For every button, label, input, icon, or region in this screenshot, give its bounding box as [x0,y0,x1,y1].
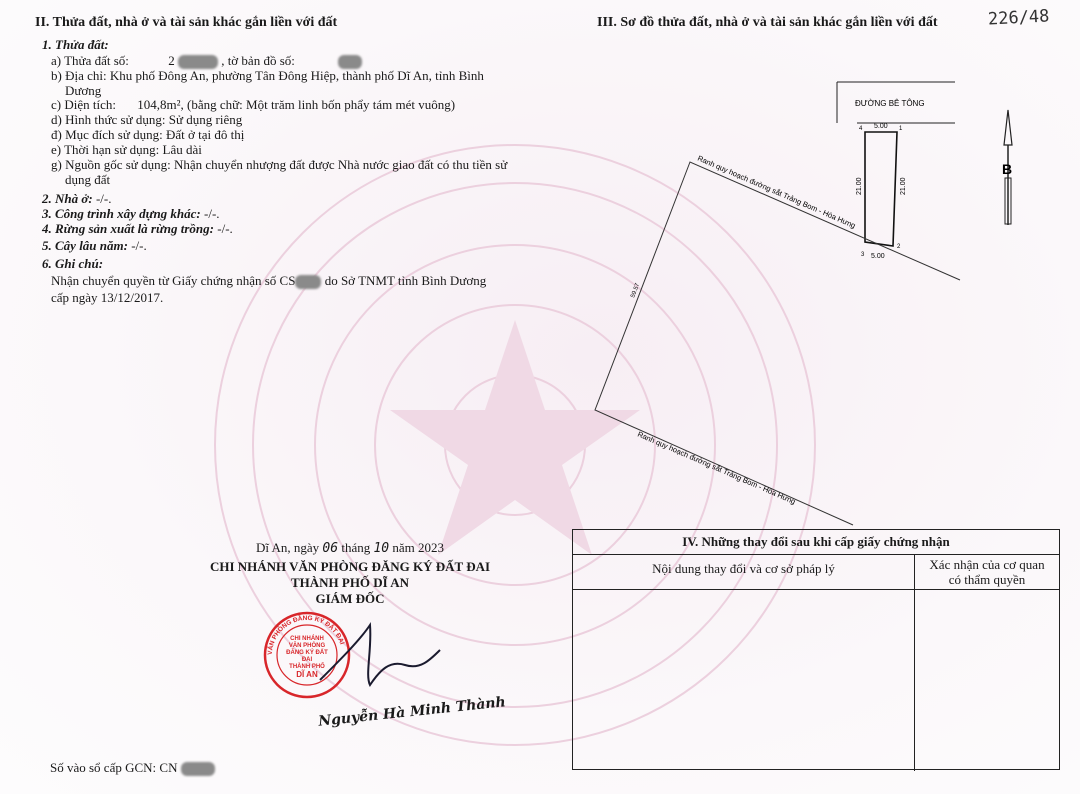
section-2-heading: II. Thửa đất, nhà ở và tài sản khác gắn liền với đất [35,15,338,30]
changes-body [573,590,1059,771]
perennial-row [42,238,147,254]
dim-top: 5.00 [874,123,888,130]
stamp-ring-text: VĂN PHÒNG ĐĂNG KÝ ĐẤT ĐAI [266,614,346,656]
house-row [42,191,111,207]
parcel-outline [865,132,897,246]
address-line-1: b) Địa chỉ: Khu phố Đông An, phường Tân Đông Hiệp, thành phố Dĩ An, tỉnh Bình [51,68,484,83]
parcel-number-row [51,53,362,69]
house-label: 2. Nhà ở: [42,191,93,206]
signature-block [200,540,500,607]
redaction-blur [181,762,215,776]
usage-origin-line-2: dụng đất [65,172,111,187]
perennial-label: 5. Cây lâu năm: [42,238,128,253]
map-sheet-label: , tờ bản đồ số: [221,53,295,68]
road-label: ĐƯỜNG BÊ TÔNG [855,99,925,108]
stamp-line-4: ĐAI [301,657,313,663]
date-month: 10 [373,541,390,556]
changes-table [572,529,1060,770]
changes-col-content: Nội dung thay đổi và cơ sở pháp lý [573,555,915,589]
changes-col-confirm [915,555,1059,589]
usage-term: e) Thời hạn sử dụng: Lâu dài [51,142,202,157]
point-1: 1 [899,126,903,132]
registry-number-row [50,760,215,776]
dim-bottom: 5.00 [871,253,885,260]
other-works-value: -/-. [200,206,220,221]
stamp-line-2: VĂN PHÒNG [288,643,326,649]
notes-text-b: do Sở TNMT tỉnh Bình Dương [321,273,487,288]
stamp-line-3: ĐĂNG KÝ ĐẤT [286,650,328,656]
registry-number-value: CN [159,760,178,775]
north-label: B [1002,161,1013,177]
date-year: năm 2023 [392,540,445,555]
stamp-line-6: DĨ AN [296,670,318,679]
point-4: 4 [859,126,863,132]
other-works-label: 3. Công trình xây dựng khác: [42,206,201,221]
stamp-line-5: THÀNH PHỐ [289,664,325,670]
date-prefix: Dĩ An, ngày [255,540,320,555]
notes-label: 6. Ghi chú: [42,256,104,271]
changes-col-confirm-line-1: Xác nhận của cơ quan [929,557,1045,572]
forest-value: -/-. [214,221,233,236]
section-3-heading: III. Sơ đồ thửa đất, nhà ở và tài sản khác gắn liền với đất [597,15,938,30]
parcel-title: 1. Thửa đất: [42,37,109,52]
changes-title: IV. Những thay đổi sau khi cấp giấy chứng nhận [573,530,1059,555]
area-value: 104,8m², (bằng chữ: Một trăm linh bốn phẩy tám mét vuông) [137,97,456,112]
notes-line-2: cấp ngày 13/12/2017. [51,290,164,305]
sign-date [200,540,500,556]
notes-line-1 [51,273,486,289]
org-line-2: THÀNH PHỐ DĨ AN [290,575,410,590]
signer-name: Nguyễn Hà Minh Thành [317,694,507,730]
forest-row [42,221,233,237]
parcel-sketch [575,70,1013,530]
dim-right: 21.00 [900,177,907,195]
notes-text-a: Nhận chuyển quyền từ Giấy chứng nhận số CS [51,273,296,288]
parcel-number-value: 2 [168,53,175,68]
handwritten-note: 226/48 [987,6,1050,30]
rail-label-2: Ranh quy hoạch đường sắt Trảng Bom - Hòa Hưng [636,429,797,507]
usage-origin-line-1: g) Nguồn gốc sử dụng: Nhận chuyển nhượng đất được Nhà nước giao đất có thu tiền sử [51,157,508,172]
stamp-line-1: CHI NHÁNH [290,636,324,642]
rail-boundary-line [595,162,960,525]
forest-label: 4. Rừng sản xuất là rừng trồng: [42,221,214,236]
org-line-1: CHI NHÁNH VĂN PHÒNG ĐĂNG KÝ ĐẤT ĐAI [209,559,491,574]
other-works-row [42,206,220,222]
point-2: 2 [897,244,901,250]
parcel-number-label: a) Thửa đất số: [51,53,129,68]
rail-label-1: Ranh quy hoạch đường sắt Trảng Bom - Hòa Hưng [696,153,857,231]
dim-long: 59.57 [630,282,642,299]
changes-col-confirm-line-2: có thẩm quyền [948,572,1026,587]
address-line-2: Dương [65,83,102,98]
area-row [51,97,455,113]
perennial-value: -/-. [127,238,147,253]
changes-body-content [573,590,915,771]
signer-role: GIÁM ĐỐC [315,591,385,606]
changes-body-confirm [915,590,1059,771]
registry-number-label: Số vào sổ cấp GCN: [50,760,157,775]
north-arrow-icon [1002,110,1012,225]
redaction-blur [338,55,362,69]
usage-purpose: đ) Mục đích sử dụng: Đất ở tại đô thị [51,127,245,142]
house-value: -/-. [92,191,112,206]
handwritten-signature [310,620,450,700]
redaction-blur [178,55,218,69]
changes-header [573,555,1059,590]
area-label: c) Diện tích: [51,97,116,112]
usage-form: d) Hình thức sử dụng: Sử dụng riêng [51,112,243,127]
redaction-blur [295,275,321,289]
dim-left: 21.00 [856,177,863,195]
date-month-label: tháng [341,540,371,555]
point-3: 3 [861,252,865,258]
date-day: 06 [322,541,339,556]
